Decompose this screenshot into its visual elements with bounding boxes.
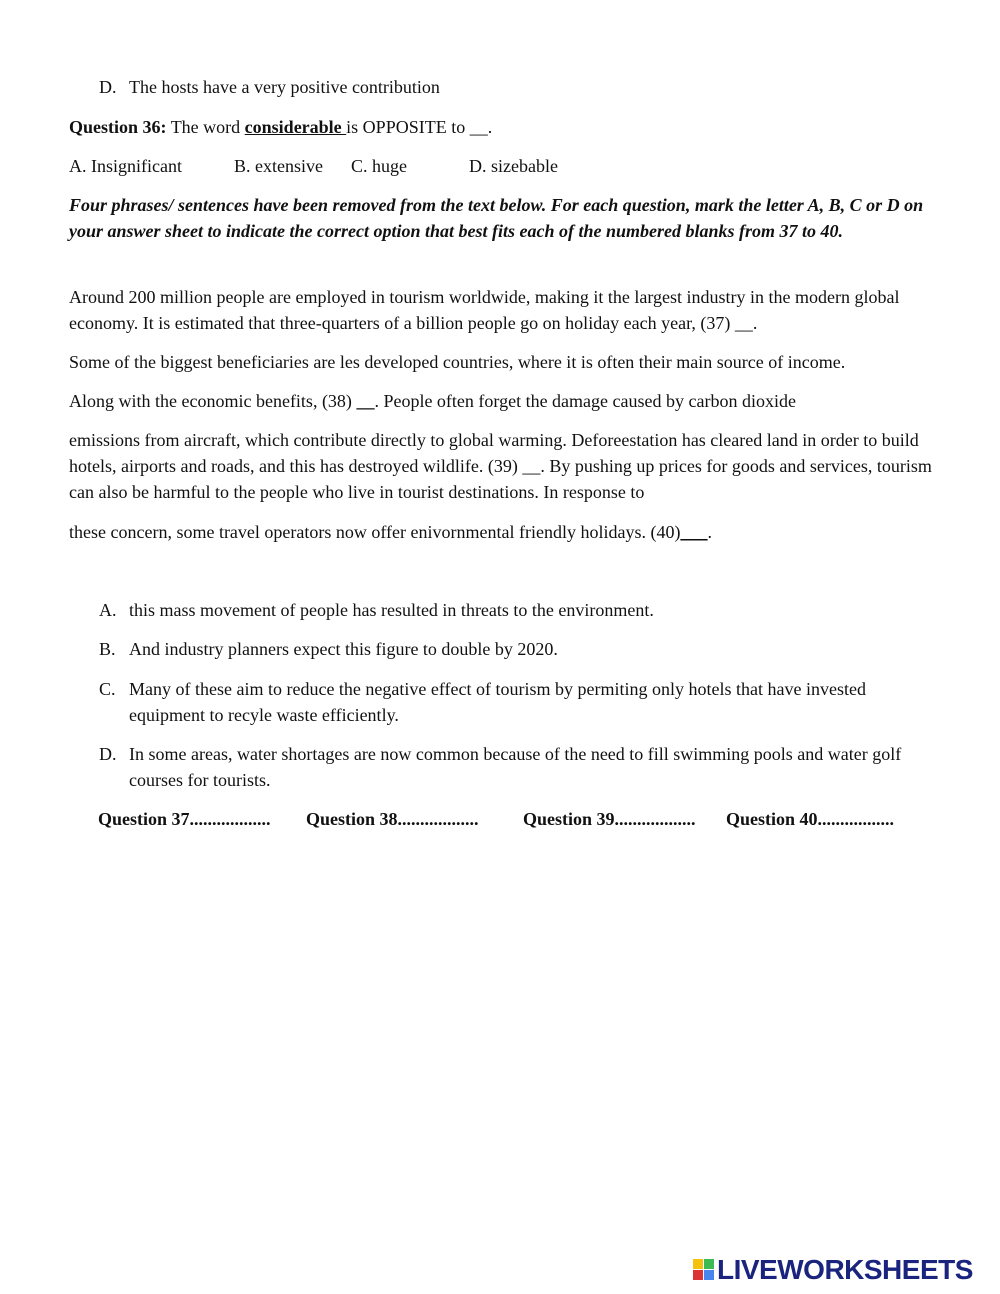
option-letter: B. [99, 639, 116, 659]
liveworksheets-logo [693, 1255, 993, 1285]
question-36-label: Question 36: [69, 117, 167, 137]
answer-question-37[interactable]: Question 37.................. [98, 809, 271, 829]
question-36-word: considerable [244, 117, 347, 137]
option-letter: D. [99, 744, 117, 764]
option-text: Many of these aim to reduce the negative effect of tourism by permiting only hotels that have invested equipment to recyle waste efficiently. [129, 679, 866, 725]
passage-paragraph-2: Some of the biggest beneficiaries are les developed countries, where it is often their main source of income. [69, 352, 846, 372]
blank-40: ___ [680, 522, 708, 542]
question-36-post: is OPPOSITE to __. [346, 117, 493, 137]
option-d [99, 741, 944, 793]
option-a [99, 597, 944, 623]
passage-40-post: . [707, 522, 712, 542]
answer-row [98, 806, 958, 832]
option-letter: A. [99, 600, 117, 620]
answer-question-38[interactable]: Question 38.................. [306, 809, 479, 829]
instruction-text: Four phrases/ sentences have been removed from the text below. For each question, mark the letter A, B, C or D on your answer sheet to indicate the correct option that best fits each of the numbered blanks from 37 to 40. [69, 195, 924, 241]
logo-cubes-icon [693, 1259, 715, 1281]
passage-paragraph-4: emissions from aircraft, which contribute directly to global warming. Deforeestation has cleared land in order to build hotels, airports and roads, and this has destroyed wildlife. (39) __. By pushing up prices for goods and services, tourism can also be harmful to the people who live in tourist destinations. In response to [69, 430, 932, 502]
question-36-pre: The word [166, 117, 245, 137]
option-text: In some areas, water shortages are now common because of the need to fill swimming pools and water golf courses for tourists. [129, 744, 902, 790]
question-36-options [69, 153, 944, 179]
option-c [99, 676, 944, 728]
passage-paragraph-5 [69, 519, 944, 545]
option-text: And industry planners expect this figure to double by 2020. [129, 639, 558, 659]
passage-paragraph-1: Around 200 million people are employed in tourism worldwide, making it the largest industry in the modern global economy. It is estimated that three-quarters of a billion people go on holiday each year, (37) __. [69, 287, 900, 333]
option-b [99, 636, 944, 662]
blank-38: __ [356, 391, 375, 411]
option-letter: C. [99, 679, 116, 699]
logo-text: LIVEWORKSHEETS [717, 1254, 973, 1285]
answer-question-39[interactable]: Question 39.................. [523, 809, 696, 829]
q36-option-c: C. huge [351, 156, 407, 176]
question-36 [69, 114, 944, 140]
passage-38-post: . People often forget the damage caused by carbon dioxide [374, 391, 796, 411]
q36-option-d: D. sizebable [469, 156, 558, 176]
option-text: The hosts have a very positive contribution [129, 77, 440, 97]
answer-question-40[interactable]: Question 40................. [726, 809, 895, 829]
option-letter: D. [99, 77, 117, 97]
option-text: this mass movement of people has resulted in threats to the environment. [129, 600, 654, 620]
prev-option-d [99, 74, 944, 100]
q36-option-b: B. extensive [234, 156, 323, 176]
q36-option-a: A. Insignificant [69, 156, 182, 176]
passage-40-pre: these concern, some travel operators now offer enivornmental friendly holidays. (40) [69, 522, 681, 542]
passage-38-pre: Along with the economic benefits, (38) [69, 391, 357, 411]
passage-paragraph-3 [69, 388, 944, 414]
